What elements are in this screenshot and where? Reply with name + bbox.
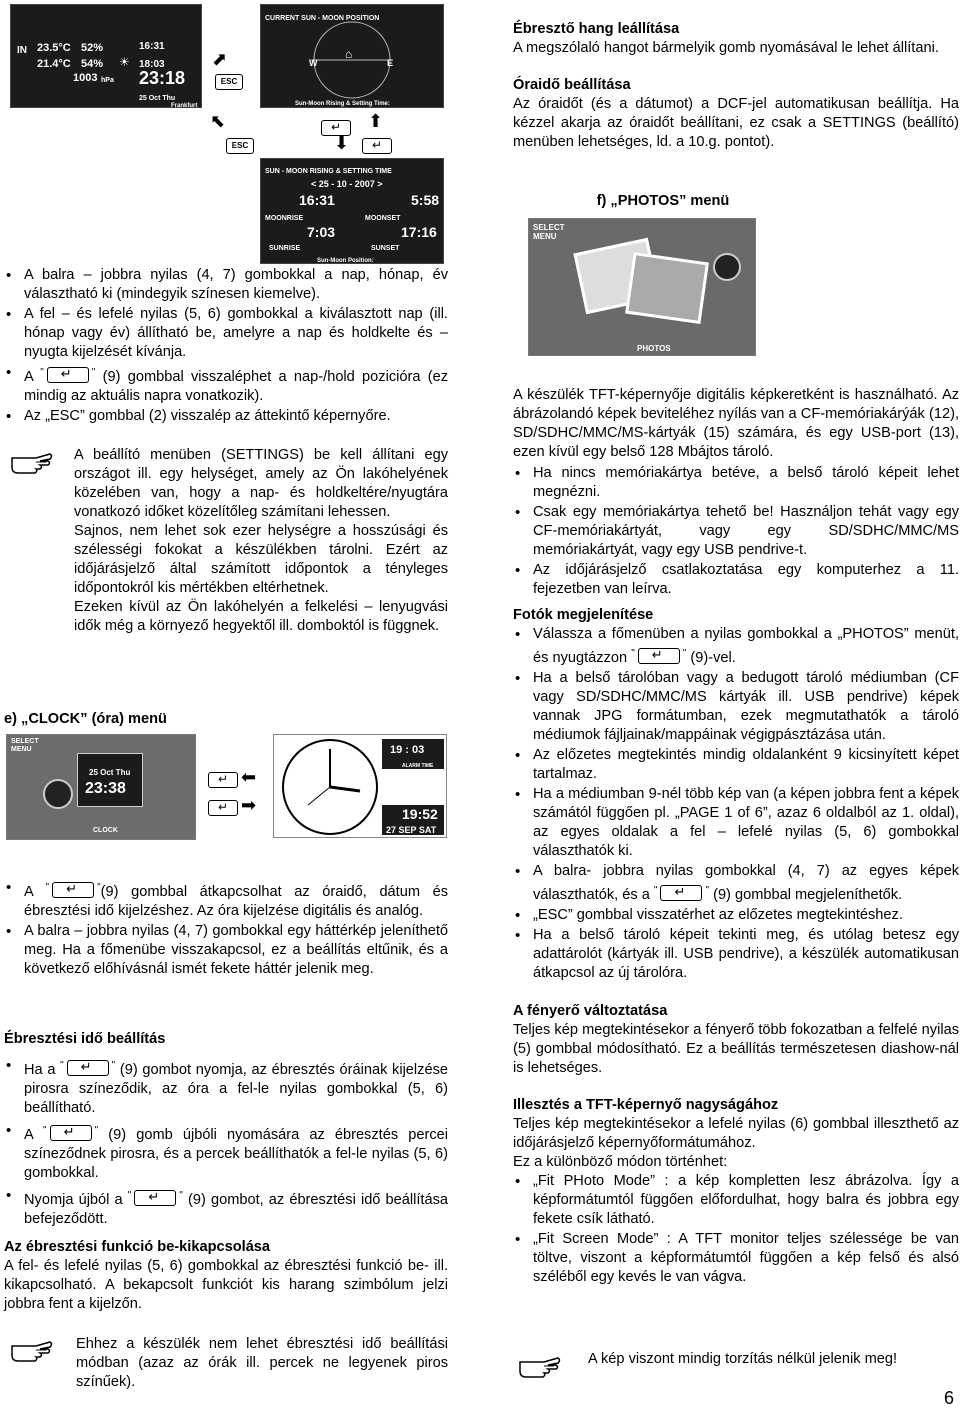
arrow-up-icon: ⬆ <box>368 111 384 131</box>
alarm-heading: Ébresztési idő beállítás <box>4 1031 166 1047</box>
left-column <box>4 266 448 427</box>
clock-set-text: Az óraidőt (és a dátumot) a DCF-jel automatikusan beállítja. Ha kézzel akarja az óraidőt beállítani, ez csak a SETTINGS (beállító) menüben lehetséges, ld. a 10.g. pontot). <box>513 96 959 150</box>
photos-menu-screen <box>528 218 756 356</box>
enter-key-icon <box>50 1125 92 1141</box>
main-time: 23:18 <box>139 68 186 88</box>
photos-text: A készülék TFT-képernyője digitális képkeretként is használható. Az ábrázolandó képek beviteléhez nyílás van a CF-memóriakárýák (12), SD/SDHC/MMC/MS-kártyák (15) számára, és egy USB-port (13), ezen kívül egy belső 128 Mbájtos tároló. <box>513 387 959 460</box>
photo-thumb <box>625 252 709 324</box>
enter-key-icon <box>52 882 94 898</box>
list-item: • Az időjárásjelző csatlakoztatása egy komputerhez a 11. fejezetben van leírva. <box>513 561 959 599</box>
in-label: IN <box>17 45 27 56</box>
enter-key-icon <box>47 367 89 383</box>
pressure-unit: hPa <box>101 77 114 84</box>
enter-key-icon <box>638 648 680 664</box>
clock-thumb-icon <box>713 253 741 281</box>
pointing-hand-icon <box>518 1354 562 1380</box>
clock-menu-title: SELECT MENU <box>11 738 39 753</box>
moonset-label: MOONSET <box>365 215 401 222</box>
alarm-bullets <box>4 1056 448 1230</box>
list-item: • A "↵ "(9) gombbal átkapcsolhat az óraidő, dátum és ébresztési idő kijelzéshez. Az óra kijelzése digitális és analóg. <box>4 878 448 921</box>
list-item: • Ha a médiumban 9-nél több kép van (a képen jobbra fent a képek számától függően pl. „PAGE 1 of 6”, azaz 6 oldalból az 1. oldal), az egyes oldalak a fel – lefelé nyilas (5, 6) gombokkal választhatók ki. <box>513 785 959 861</box>
photo-note: A kép viszont mindig torzítás nélkül jelenik meg! <box>588 1351 898 1367</box>
list-item: • A balra – jobbra nyilas (4, 7) gombokkal egy háttérkép jeleníthető meg. Ha a főmenübe visszakapcsol, ez a beállítás eltűnik, és a következő előhívásnál ismét fekete háttér jelenik meg. <box>4 922 448 979</box>
esc-key-icon-2: ESC <box>226 138 254 154</box>
rising-footer: Sun-Moon Position: <box>317 258 374 264</box>
enter-key-icon-2: ↵ <box>362 138 392 154</box>
onoff-text: A fel- és lefelé nyilas (5, 6) gombokkal az ébresztési funkció be- ill. kikapcsolható. A bekapcsolt funkciót kis harang szimbólum jelzi jobbra fent a kijelzőn. <box>4 1258 448 1312</box>
list-item: • Az előzetes megtekintés mindig oldalanként 9 kicsinyített képet tartalmaz. <box>513 746 959 784</box>
sunrise-time: 7:03 <box>307 224 336 240</box>
time-small-2: 18:03 <box>139 59 165 70</box>
settings-note <box>74 446 448 636</box>
alarm-note: Ehhez a készülék nem lehet ébresztési idő beállítási módban (azaz az órák ill. percek ne legyenek piros színűek). <box>76 1336 448 1390</box>
alarm-time: 19 : 03 <box>390 744 425 756</box>
moonrise-label: MOONRISE <box>265 215 304 222</box>
hum-out: 54% <box>81 58 104 70</box>
arrow-nw-icon: ⬉ <box>210 111 226 131</box>
arrow-right-icon: ➡ <box>241 795 257 815</box>
clock-set-heading: Óraidő beállítása <box>513 77 631 93</box>
list-item: • Nyomja újból a "↵ " (9) gombot, az ébresztési idő beállítása befejeződött. <box>4 1186 448 1229</box>
clock-menu-time: 23:38 <box>85 780 126 797</box>
enter-key-icon: ↵ <box>321 120 351 136</box>
list-item: • A fel – és lefelé nyilas (5, 6) gombokkal a kiválasztott nap (ill. hónap vagy év) állítható be, amelyre a nap és holdkelte és –nyugta kijelzését kívánja. <box>4 305 448 362</box>
enter-key-icon <box>134 1190 176 1206</box>
show-heading: Fotók megjelenítése <box>513 607 654 623</box>
arrow-left-icon: ⬅ <box>241 767 257 787</box>
enter-key-icon-4: ↵ <box>208 800 238 816</box>
temp-out: 21.4°C <box>37 58 71 70</box>
temp-in: 23.5°C <box>37 42 71 54</box>
fit-heading: Illesztés a TFT-képernyő nagyságához <box>513 1097 779 1113</box>
list-item: • A "↵ " (9) gomb újbóli nyomására az ébresztés percei színeződnek pirosra, és a percek beállíthatók a fel-le nyilas (5, 6) gombokkal. <box>4 1121 448 1183</box>
fit-text-2: Ez a különböző módon történhet: <box>513 1154 728 1170</box>
sunmoon-bullets <box>4 266 448 426</box>
arrow-ne-icon: ⬈ <box>212 49 228 69</box>
right-column-top <box>513 20 959 152</box>
sunset-label: SUNSET <box>371 245 400 252</box>
stop-text: A megszólaló hangot bármelyik gomb nyomásával le lehet állítani. <box>513 40 939 56</box>
right-column-body <box>513 386 959 1288</box>
photos-menu-title: SELECT MENU <box>533 223 565 241</box>
note-paragraph: Ezeken kívül az Ön lakóhelyén a felkelési – lenyugvási idők még a környező hegyektől ill. domboktól is függnek. <box>74 599 448 634</box>
sun-moon-position-screen <box>260 4 444 108</box>
list-item: • A balra- jobbra nyilas gombokkal (4, 7) az egyes képek választhatók, és a "↵ " (9) gombbal megjeleníthetők. <box>513 862 959 905</box>
list-item: • Csak egy memóriakártya tehető be! Használjon tehát vagy egy CF-memóriakártyát, vagy egy SD/SDHC/MMC/MS memóriakártyát, vagy egy USB pendrive-t. <box>513 503 959 560</box>
hum-in: 52% <box>81 42 104 54</box>
pressure: 1003 <box>73 72 98 84</box>
weather-screen <box>10 4 202 108</box>
enter-key-icon-3: ↵ <box>208 772 238 788</box>
onoff-heading: Az ébresztési funkció be-kikapcsolása <box>4 1239 271 1255</box>
list-item: • Válassza a főmenüben a nyilas gombokkal a „PHOTOS” menüt, és nyugtázzon "↵ " (9)-vel. <box>513 625 959 668</box>
photos-label: PHOTOS <box>637 344 671 353</box>
fit-text: Teljes kép megtekintésekor a lefelé nyilas (6) gombbal illeszthető az időjárásjelző képernyőformátumához. <box>513 1116 959 1151</box>
analog-date: 27 SEP SAT <box>386 825 437 835</box>
enter-key-icon <box>67 1060 109 1076</box>
analog-time: 19:52 <box>402 806 438 822</box>
esc-key-icon: ESC <box>215 74 243 90</box>
analog-clock-screen <box>273 734 447 838</box>
a-prefix: A <box>24 369 33 385</box>
time-small-1: 16:31 <box>139 41 165 52</box>
clock-bullets <box>4 878 448 980</box>
enter-key-icon <box>660 885 702 901</box>
list-item: • „Fit PHoto Mode” : a kép kompletten lesz ábrázolva. Így a képformátumtól függően előfordulhat, hogy balra és jobbra egy fekete csík látható. <box>513 1172 959 1229</box>
bullet-text: (9) gombbal visszaléphet a nap-/hold pozicióra (ez mindig az aktuális napra vonatkozik). <box>24 369 449 404</box>
note-paragraph: A beállító menüben (SETTINGS) be kell állítani egy országot ill. egy helységet, amely az Ön lakóhelyének közelében van, hogy a nap- és holdkeltére/nyugtára vonatkozó időket közelítőleg számítani lehessen. <box>74 447 448 520</box>
list-item: • A "↵ " (9) gombbal visszaléphet a nap-/hold pozicióra (ez mindig az aktuális napra vonatkozik). <box>4 363 448 406</box>
alarm-label: ALARM TIME <box>402 763 434 769</box>
clock-menu-heading: e) „CLOCK” (óra) menü <box>4 711 167 727</box>
moonset-time: 5:58 <box>411 192 440 208</box>
list-item: • Ha nincs memóriakártya betéve, a belső tároló képeit lehet megnézni. <box>513 464 959 502</box>
note-paragraph: Sajnos, nem lehet sok ezer helységre a hosszúsági és szélességi fokokat a készülékben tárolni. Ezért az időjárásjelző által számított időpontok a tényleges időpontokról kis mértékben eltérhetnek. <box>74 523 448 596</box>
pointing-hand-icon <box>10 1338 54 1364</box>
brightness-text: Teljes kép megtekintésekor a fényerő több fokozatban a felfelé nyilas (5) gombbal módosítható. Ez a beállítás természetesen diashow-nál is lehetséges. <box>513 1022 959 1076</box>
clock-menu-label: CLOCK <box>93 827 118 834</box>
west-label: W <box>309 58 318 68</box>
sunmoon-title: CURRENT SUN - MOON POSITION <box>265 15 380 22</box>
city: Frankfurt <box>171 103 198 108</box>
sunrise-label: SUNRISE <box>269 245 301 252</box>
brightness-heading: A fényerő változtatása <box>513 1003 668 1019</box>
list-item: • „ESC” gombbal visszatérhet az előzetes megtekintéshez. <box>513 906 959 925</box>
rising-setting-screen <box>260 158 444 264</box>
a-prefix: A <box>24 884 33 900</box>
sunmoon-footer: Sun-Moon Rising & Setting Time: <box>295 101 390 107</box>
list-item: • A balra – jobbra nyilas (4, 7) gombokkal a nap, hónap, év választható ki (mindegyik színesen kiemelve). <box>4 266 448 304</box>
list-item: • „Fit Screen Mode” : A TFT monitor teljes szélessége be van töltve, viszont a képformátumtól függően a kép felső és alsó széléből egy kevés le van vágva. <box>513 1230 959 1287</box>
clock-thumb-icon <box>43 779 73 809</box>
main-date: 25 Oct Thu <box>139 95 176 102</box>
list-item: • Ha a "↵ " (9) gombot nyomja, az ébresztés óráinak kijelzése pirosra színeződik, az óra a fel-le nyilas gombokkal (5, 6) beállítható. <box>4 1056 448 1118</box>
clock-menu-screen <box>6 734 196 840</box>
list-item: • Ha a belső tároló képeit tekinti meg, és utólag betesz egy adattárolót (kártyák ill. USB pendrive), a készülék automatikusan átkapcsol az új tárolóra. <box>513 926 959 983</box>
pointing-hand-icon <box>10 450 54 476</box>
bullet-text: (9) gombbal átkapcsolhat az óraidő, dátum és ébresztési idő kijelzéshez. Az óra kijelzése digitális és analóg. <box>24 884 449 919</box>
arrow-down-icon: ⬇ <box>334 133 350 153</box>
sunset-time: 17:16 <box>401 224 437 240</box>
sun-icon: ☀ <box>119 55 130 69</box>
list-item: • Ha a belső tárolóban vagy a bedugott tároló médiumban (CF vagy SD/SDHC/MMC/MS kártyák ill. USB pendrive) képek vannak JPG formátumban, ezek megmutathatók a tároló médiumok fájljainak/mappáinak végigpásztázása után. <box>513 669 959 745</box>
stop-heading: Ébresztő hang leállítása <box>513 21 680 37</box>
east-label: E <box>387 58 394 68</box>
list-item: • Az „ESC” gombbal (2) visszalép az áttekintő képernyőre. <box>4 407 448 426</box>
house-icon: ⌂ <box>345 47 353 61</box>
page-number: 6 <box>943 1388 954 1408</box>
moonrise-time: 16:31 <box>299 192 335 208</box>
photos-heading: f) „PHOTOS” menü <box>596 193 730 209</box>
rising-title: SUN - MOON RISING & SETTING TIME <box>265 168 392 175</box>
rising-date: < 25 - 10 - 2007 > <box>311 179 383 189</box>
clock-menu-date: 25 Oct Thu <box>89 768 131 777</box>
